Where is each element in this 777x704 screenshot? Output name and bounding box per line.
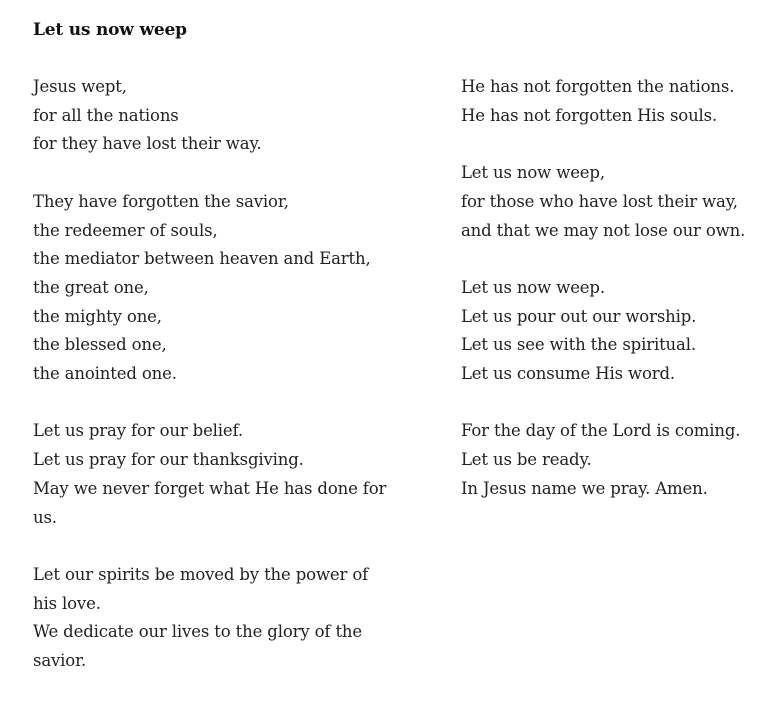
stanza [461, 159, 761, 245]
poem-line: Let us now weep. [461, 277, 605, 297]
poem-line: Let us consume His word. [461, 364, 676, 383]
poem-line: Let us see with the spiritual. [461, 335, 696, 355]
poem-line: savior. [33, 651, 87, 671]
poem-line: the great one, [33, 277, 149, 297]
poem-line: Jesus wept, [33, 77, 127, 96]
poem-line: We dedicate our lives to the glory of the [33, 622, 363, 642]
poem-line: Let us now weep, [461, 163, 605, 183]
poem-left-column [33, 73, 398, 704]
poem-line: the blessed one, [33, 335, 167, 355]
poem-line: us. [33, 507, 57, 527]
poem-title: Let us now weep [33, 20, 187, 40]
poem-line: for they have lost their way. [33, 134, 262, 154]
poem-line: Let us be ready. [461, 450, 592, 470]
poem-line: the mighty one, [33, 306, 162, 326]
poem-line: Let us pour out our worship. [461, 306, 697, 326]
poem-line: for those who have lost their way, [461, 191, 738, 211]
poem-line: They have forgotten the savior, [33, 191, 289, 211]
poem-line: for all the nations [33, 105, 179, 125]
poem-line: May we never forget what He has done for [33, 478, 387, 498]
poem-line: his love. [33, 593, 101, 613]
poem-line: the anointed one. [33, 364, 177, 384]
poem-line: He has not forgotten the nations. [461, 77, 735, 96]
stanza [33, 561, 398, 676]
poem-line: the mediator between heaven and Earth, [33, 249, 371, 269]
poem-line: In Jesus name we pray. Amen. [461, 478, 708, 498]
poem-line: For the day of the Lord is coming. [461, 421, 741, 441]
poem-line: Let our spirits be moved by the power of [33, 564, 369, 584]
poem-line: He has not forgotten His souls. [461, 105, 718, 125]
stanza [461, 417, 761, 503]
stanza [33, 73, 398, 159]
poem-line: Let us pray for our thanksgiving. [33, 450, 304, 470]
stanza [33, 417, 398, 532]
stanza [461, 73, 761, 130]
poem-right-column [461, 73, 761, 532]
poem-line: and that we may not lose our own. [461, 220, 746, 240]
poem-line: the redeemer of souls, [33, 220, 218, 240]
stanza [461, 274, 761, 389]
stanza [33, 188, 398, 389]
poem-line: Let us pray for our belief. [33, 421, 244, 441]
